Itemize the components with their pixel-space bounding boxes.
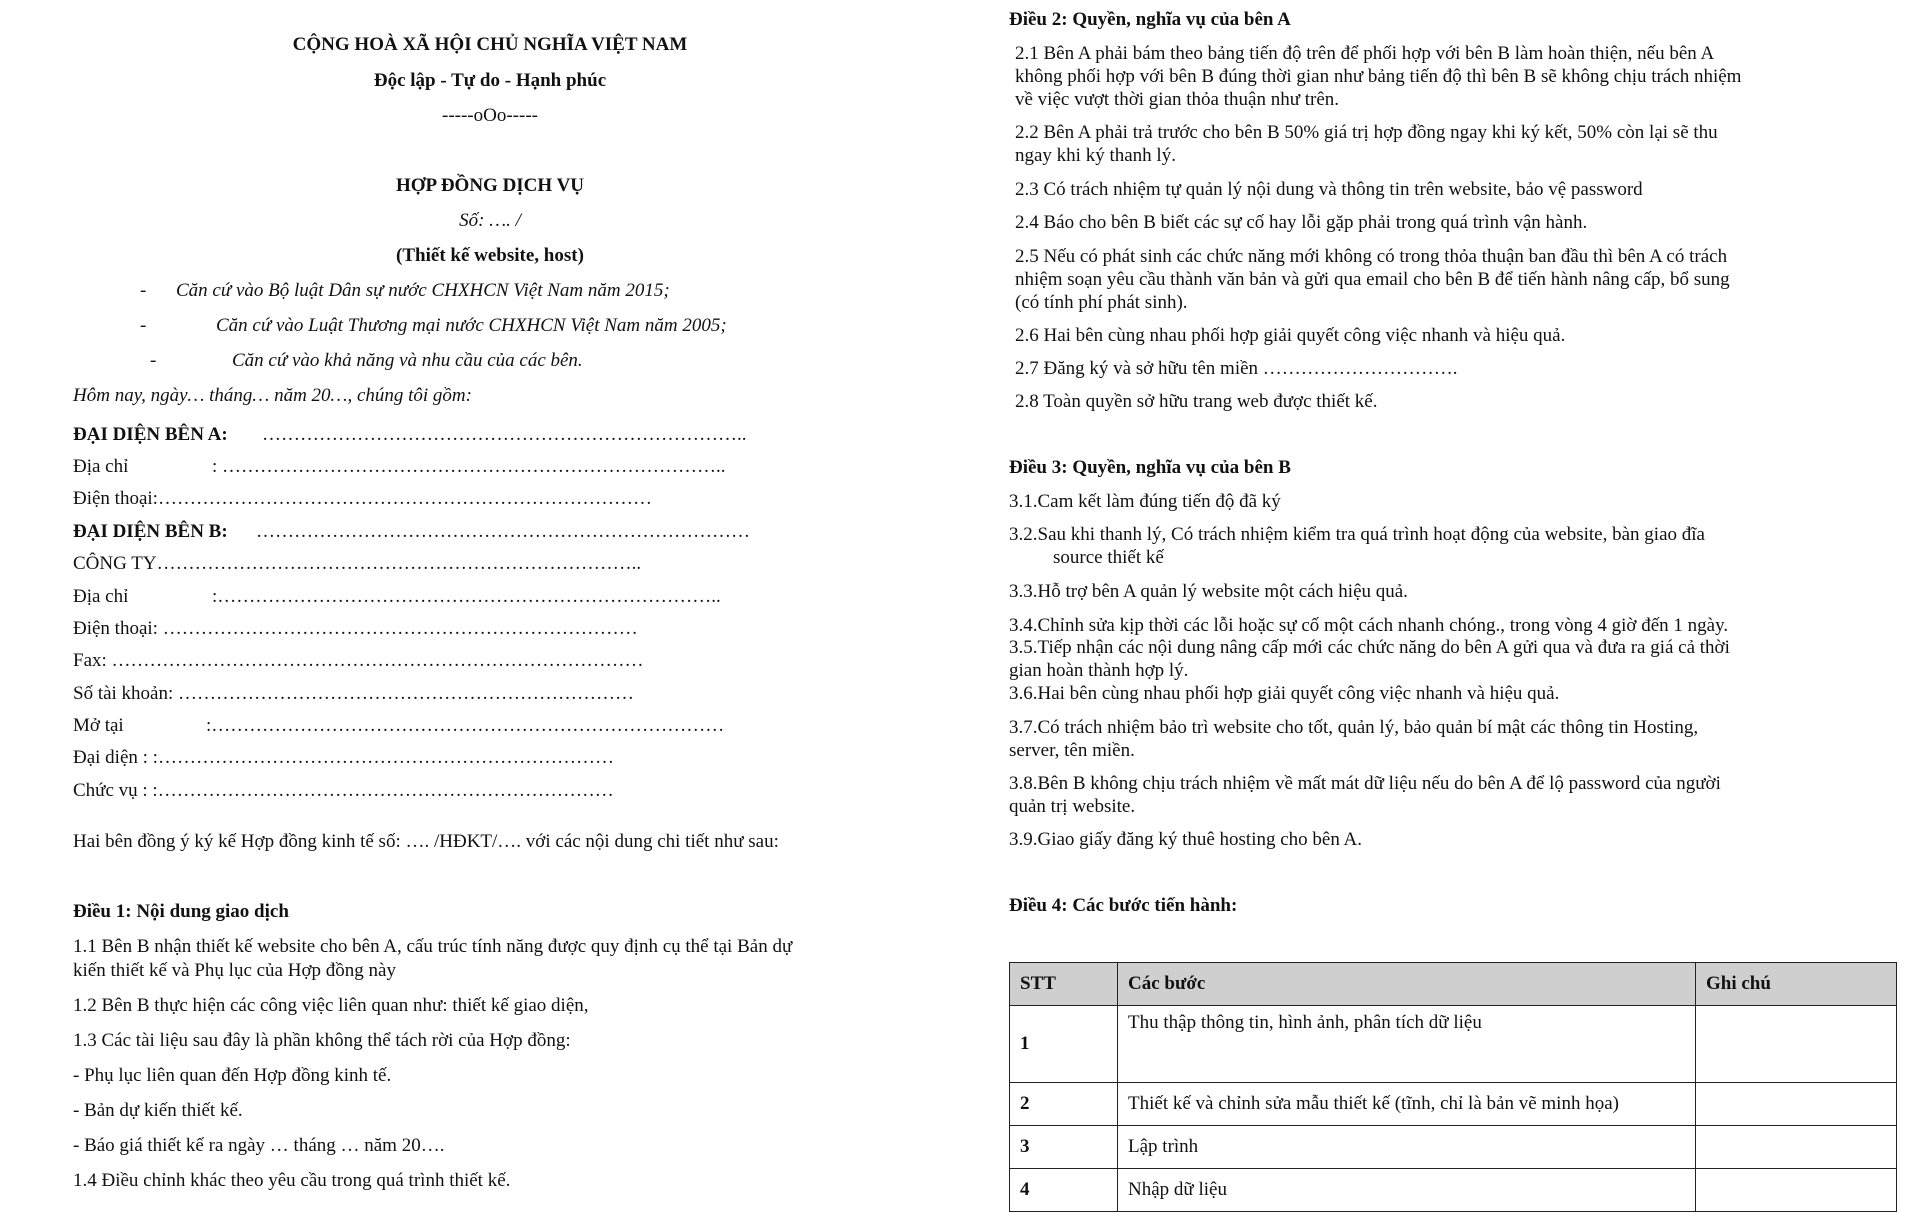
country-name: CỘNG HOÀ XÃ HỘI CHỦ NGHĨA VIỆT NAM	[292, 34, 688, 55]
article-2-line: 2.2 Bên A phải trả trước cho bên B 50% giá trị hợp đồng ngay khi ký kết, 50% còn lại sẽ thu	[1015, 122, 1718, 143]
article-3-line: 3.4.Chỉnh sửa kịp thời các lỗi hoặc sự cố một cách nhanh chóng., trong vòng 4 giờ đến 1 ngày.	[1009, 615, 1729, 636]
party-b-label: ĐẠI DIỆN BÊN B:	[73, 521, 228, 542]
fax-field: Fax: …………………………………………………………………………	[73, 650, 644, 671]
step-note	[1696, 1083, 1897, 1126]
article-1-line: - Bản dự kiến thiết kế.	[73, 1100, 243, 1121]
basis-item: Căn cứ vào Bộ luật Dân sự nước CHXHCN Việt Nam năm 2015;	[176, 280, 670, 301]
article-1-line: 1.2 Bên B thực hiện các công việc liên quan như: thiết kế giao diện,	[73, 995, 589, 1016]
a-address-field: : ……………………………………………………………………..	[212, 456, 726, 477]
article-2-line: ngay khi ký thanh lý.	[1015, 145, 1176, 166]
b-phone-field: Điện thoại: …………………………………………………………………	[73, 618, 638, 639]
company-field: CÔNG TY…………………………………………………………………..	[73, 553, 642, 574]
a-address-label: Địa chỉ	[73, 456, 129, 477]
table-row	[1010, 1083, 1897, 1126]
account-field: Số tài khoản: ………………………………………………………………	[73, 683, 635, 704]
b-address-field: :……………………………………………………………………..	[212, 586, 721, 607]
step-name: Nhập dữ liệu	[1118, 1169, 1696, 1212]
step-note	[1696, 1169, 1897, 1212]
article-3-line: 3.6.Hai bên cùng nhau phối hợp giải quyết công việc nhanh và hiệu quả.	[1009, 683, 1560, 704]
basis-bullet: -	[140, 280, 147, 301]
article-3-line: gian hoàn thành hợp lý.	[1009, 660, 1189, 681]
party-b-field: ……………………………………………………………………	[256, 521, 750, 542]
column-header: Các bước	[1118, 963, 1696, 1006]
today-line: Hôm nay, ngày… tháng… năm 20…, chúng tôi gồm:	[73, 385, 472, 406]
article-2-line: về việc vượt thời gian thỏa thuận như trên.	[1015, 89, 1340, 110]
article-2-line: 2.4 Báo cho bên B biết các sự cố hay lỗi gặp phải trong quá trình vận hành.	[1015, 212, 1588, 233]
document-subject: (Thiết kế website, host)	[396, 245, 584, 266]
step-number: 3	[1010, 1126, 1118, 1169]
document-title: HỢP ĐỒNG DỊCH VỤ	[395, 175, 585, 196]
article-2-line: 2.5 Nếu có phát sinh các chức năng mới không có trong thỏa thuận ban đầu thì bên A có trách	[1015, 246, 1728, 267]
article-2-line: 2.6 Hai bên cùng nhau phối hợp giải quyết công việc nhanh và hiệu quả.	[1015, 325, 1566, 346]
article-3-line: 3.9.Giao giấy đăng ký thuê hosting cho bên A.	[1009, 829, 1363, 850]
step-name: Thu thập thông tin, hình ảnh, phân tích dữ liệu	[1118, 1006, 1696, 1083]
column-header: Ghi chú	[1696, 963, 1897, 1006]
a-phone-field: Điện thoại:……………………………………………………………………	[73, 488, 652, 509]
steps-table	[1009, 962, 1897, 1212]
article-2-line: 2.3 Có trách nhiệm tự quản lý nội dung và thông tin trên website, bảo vệ password	[1015, 179, 1643, 200]
step-note	[1696, 1006, 1897, 1083]
bank-field: :………………………………………………………………………	[206, 715, 725, 736]
party-a-label: ĐẠI DIỆN BÊN A:	[73, 424, 228, 445]
article-1-title: Điều 1: Nội dung giao dịch	[73, 901, 289, 922]
table-row	[1010, 1126, 1897, 1169]
article-3-line: 3.7.Có trách nhiệm bảo trì website cho tốt, quản lý, bảo quản bí mật các thông tin Hosting,	[1009, 717, 1699, 738]
column-header: STT	[1010, 963, 1118, 1006]
b-address-label: Địa chỉ	[73, 586, 129, 607]
agreement-line: Hai bên đồng ý ký kế Hợp đồng kinh tế số: …. /HĐKT/…. với các nội dung chi tiết như sau:	[73, 831, 779, 852]
table-row	[1010, 1006, 1897, 1083]
article-1-line: 1.4 Điều chỉnh khác theo yêu cầu trong quá trình thiết kế.	[73, 1170, 511, 1191]
article-2-line: 2.1 Bên A phải bám theo bảng tiến độ trên để phối hợp với bên B làm hoàn thiện, nếu bên A	[1015, 43, 1715, 64]
step-number: 2	[1010, 1083, 1118, 1126]
step-number: 4	[1010, 1169, 1118, 1212]
basis-bullet: -	[150, 350, 157, 371]
step-note	[1696, 1126, 1897, 1169]
article-3-line: 3.1.Cam kết làm đúng tiến độ đã ký	[1009, 491, 1281, 512]
article-3-title: Điều 3: Quyền, nghĩa vụ của bên B	[1009, 457, 1291, 478]
article-1-line: 1.1 Bên B nhận thiết kế website cho bên A, cấu trúc tính năng được quy định cụ thể tại Bản dự	[73, 936, 793, 957]
article-1-line: kiến thiết kế và Phụ lục của Hợp đồng này	[73, 960, 396, 981]
step-name: Lập trình	[1118, 1126, 1696, 1169]
representative-field: Đại diện : :………………………………………………………………	[73, 747, 614, 768]
article-3-line: source thiết kế	[1053, 547, 1164, 568]
article-3-line: 3.8.Bên B không chịu trách nhiệm về mất mát dữ liệu nếu do bên A để lộ password của người	[1009, 773, 1721, 794]
article-3-line: 3.5.Tiếp nhận các nội dung nâng cấp mới các chức năng do bên A gửi qua và đưa ra giá cả thời	[1009, 637, 1730, 658]
document-number: Số: …. /	[459, 210, 521, 231]
basis-item: Căn cứ vào khả năng và nhu cầu của các bên.	[232, 350, 583, 371]
article-3-line: quản trị website.	[1009, 796, 1136, 817]
basis-item: Căn cứ vào Luật Thương mại nước CHXHCN Việt Nam năm 2005;	[216, 315, 727, 336]
table-header-row	[1010, 963, 1897, 1006]
article-1-line: - Phụ lục liên quan đến Hợp đồng kinh tế.	[73, 1065, 392, 1086]
step-number: 1	[1010, 1006, 1118, 1083]
table-row	[1010, 1169, 1897, 1212]
article-3-line: 3.3.Hỗ trợ bên A quản lý website một cách hiệu quả.	[1009, 581, 1408, 602]
bank-label: Mở tại	[73, 715, 124, 736]
article-2-line: 2.8 Toàn quyền sở hữu trang web được thiết kế.	[1015, 391, 1378, 412]
article-2-line: 2.7 Đăng ký và sở hữu tên miền ………………………….	[1015, 358, 1458, 379]
article-2-line: (có tính phí phát sinh).	[1015, 292, 1188, 313]
article-2-line: không phối hợp với bên B đúng thời gian như bảng tiến độ thì bên B sẽ không chịu trách nhiệm	[1015, 66, 1742, 87]
article-3-line: server, tên miền.	[1009, 740, 1135, 761]
article-3-line: 3.2.Sau khi thanh lý, Có trách nhiệm kiểm tra quá trình hoạt động của website, bàn giao đĩa	[1009, 524, 1705, 545]
step-name: Thiết kế và chỉnh sửa mẫu thiết kế (tĩnh, chỉ là bản vẽ minh họa)	[1118, 1083, 1696, 1126]
position-field: Chức vụ : :………………………………………………………………	[73, 780, 614, 801]
article-2-line: nhiệm soạn yêu cầu thành văn bản và gửi qua email cho bên B để tiến hành nâng cấp, bổ sung	[1015, 269, 1730, 290]
article-4-title: Điều 4: Các bước tiến hành:	[1009, 895, 1238, 916]
article-2-title: Điều 2: Quyền, nghĩa vụ của bên A	[1009, 9, 1291, 30]
separator: -----oOo-----	[442, 105, 538, 126]
basis-bullet: -	[140, 315, 147, 336]
party-a-field: …………………………………………………………………..	[262, 424, 747, 445]
motto: Độc lập - Tự do - Hạnh phúc	[373, 70, 607, 91]
article-1-line: 1.3 Các tài liệu sau đây là phần không thể tách rời của Hợp đồng:	[73, 1030, 571, 1051]
article-1-line: - Báo giá thiết kế ra ngày … tháng … năm 20….	[73, 1135, 445, 1156]
